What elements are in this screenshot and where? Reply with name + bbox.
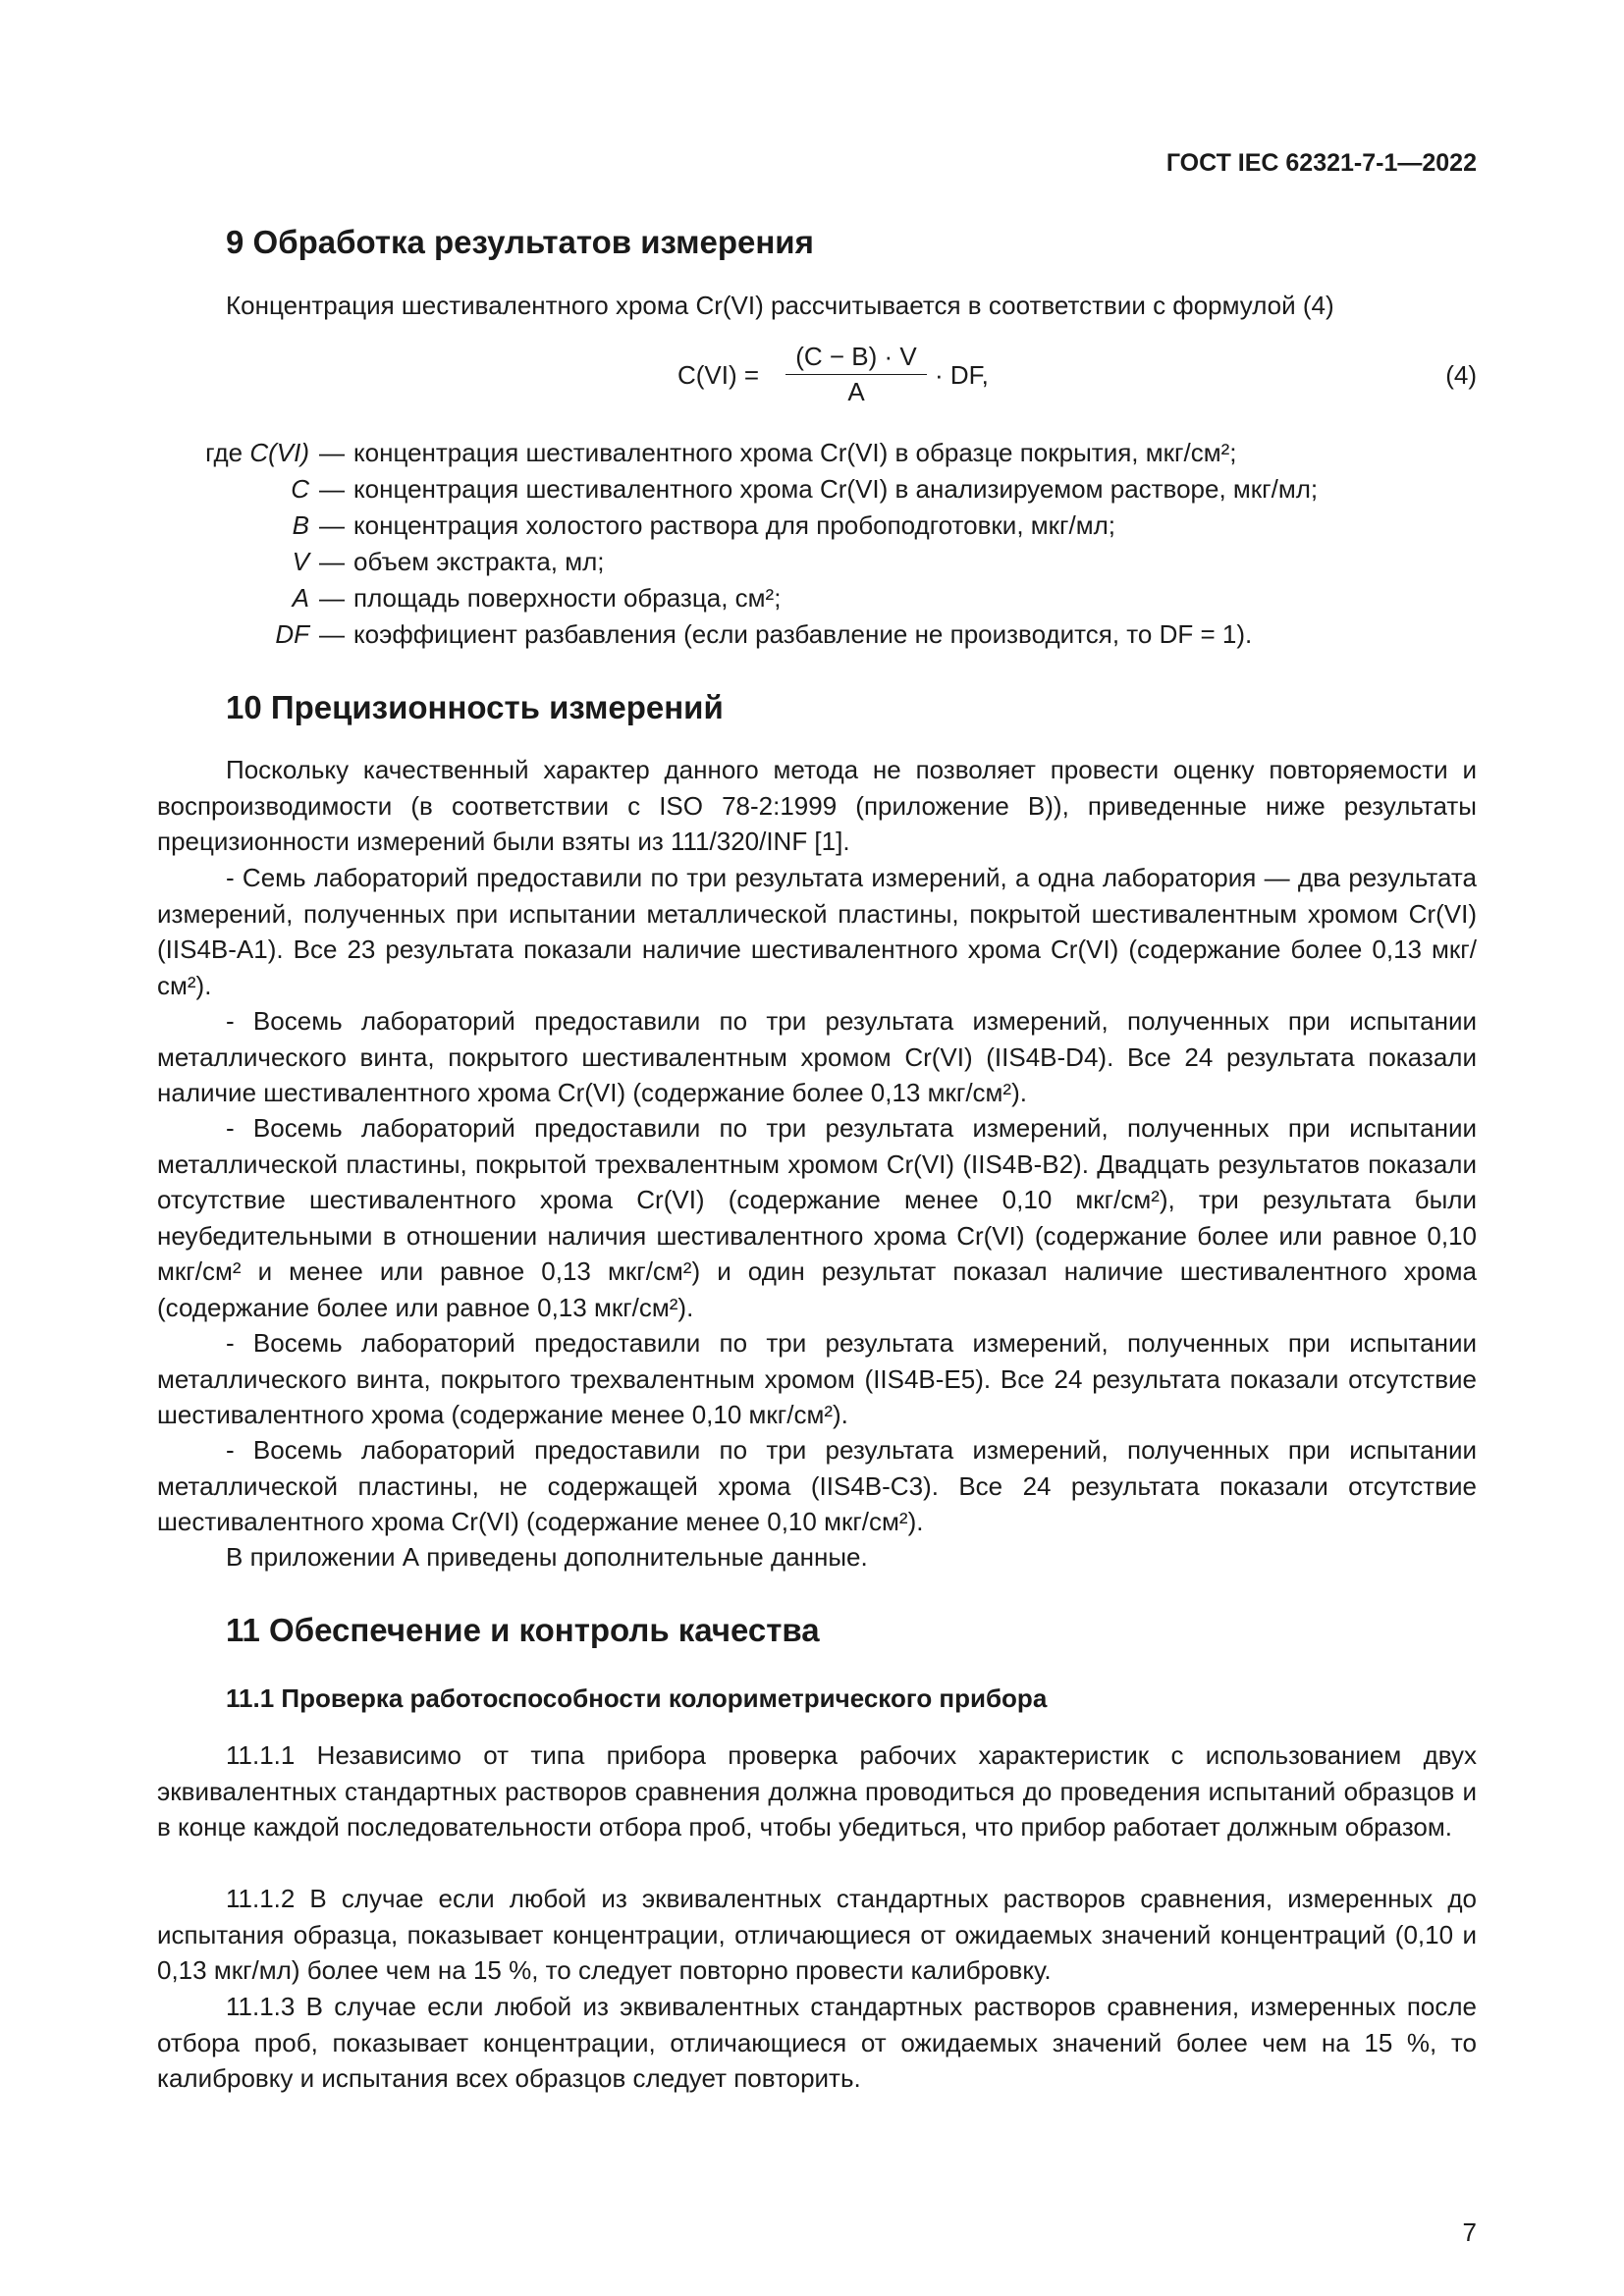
section-11-paragraph xyxy=(157,1737,1477,1845)
definition-symbol xyxy=(157,435,309,471)
em-dash: — xyxy=(319,438,345,467)
paragraph-text: - Восемь лабораторий предоставили по три результата измерений, полученных при испытании металлического винта, покрытого шестивалентным хромом Cr(VI) (IIS4B-D4). Все 24 результата показали наличие шестивалентного хрома Cr(VI) (содержание более 0,13 мкг/см²). xyxy=(157,1006,1477,1107)
section-10-paragraph xyxy=(157,1003,1477,1111)
definition-text: коэффициент разбавления (если разбавление не производится, то DF = 1). xyxy=(353,619,1253,649)
paragraph-text: Поскольку качественный характер данного метода не позволяет провести оценку повторяемости и воспроизводимости (в соответствии с ISO 78-2:1999 (приложение В)), приведенные ниже результаты прецизионности измерений были взяты из 111/320/INF [1]. xyxy=(157,755,1477,856)
section-10-paragraph xyxy=(157,1325,1477,1433)
formula-denominator: A xyxy=(847,377,865,406)
em-dash: — xyxy=(319,547,345,576)
section-10-paragraph xyxy=(157,1110,1477,1325)
section-11-paragraph xyxy=(157,1881,1477,1989)
definition-symbol: A xyxy=(292,583,309,613)
em-dash: — xyxy=(319,510,345,540)
paragraph-text: 11.1.1 Независимо от типа прибора проверка рабочих характеристик с использованием двух эквивалентных стандартных растворов сравнения должна проводиться до проведения испытаний образцов и в конце каждой последовательности отбора проб, чтобы убедиться, что прибор работает должным образом. xyxy=(157,1740,1477,1842)
section-10-paragraph xyxy=(157,752,1477,860)
section-10-heading: 10 Прецизионность измерений xyxy=(226,689,724,725)
definition-symbol: V xyxy=(292,547,309,576)
paragraph-text: 11.1.2 В случае если любой из эквивалентных стандартных растворов сравнения, измеренных до испытания образца, показывает концентрации, отличающиеся от ожидаемых значений концентраций (0,10 и 0,13 мкг/мл) более чем на 15 %, то следует повторно провести калибровку. xyxy=(157,1884,1477,1985)
paragraph-text: - Семь лабораторий предоставили по три результата измерений, а одна лаборатория — два результата измерений, полученных при испытании металлической пластины, покрытой шестивалентным хромом Cr(VI) (IIS4B-A1). Все 23 результата показали наличие шестивалентного хрома Cr(VI) (содержание более 0,13 мкг/см²). xyxy=(157,863,1477,1000)
paragraph-text: В приложении А приведены дополнительные данные. xyxy=(226,1542,868,1572)
formula-lhs: C(VI) = xyxy=(677,360,760,390)
section-10-paragraph xyxy=(157,860,1477,1003)
formula-fraction xyxy=(778,339,935,408)
definition-symbol: DF xyxy=(275,619,309,649)
paragraph-text: 11.1.3 В случае если любой из эквивалентных стандартных растворов сравнения, измеренных после отбора проб, показывает концентрации, отличающиеся от ожидаемых значений более чем на 15 %, то калибровку и испытания всех образцов следует повторить. xyxy=(157,1992,1477,2093)
em-dash: — xyxy=(319,583,345,613)
section-10-paragraph xyxy=(157,1432,1477,1540)
definition-text: концентрация шестивалентного хрома Cr(VI) в образце покрытия, мкг/см²; xyxy=(353,438,1237,467)
section-11-heading: 11 Обеспечение и контроль качества xyxy=(226,1612,820,1648)
section-11-paragraph xyxy=(157,1989,1477,2097)
paragraph-text: - Восемь лабораторий предоставили по три результата измерений, полученных при испытании металлической пластины, покрытой трехвалентным хромом Cr(VI) (IIS4B-B2). Двадцать результатов показали отсутствие шестивалентного хрома Cr(VI) (содержание менее 0,10 мкг/см²), три результата были неубедительными в отношении наличия шестивалентного хрома Cr(VI) (содержание более или равное 0,10 мкг/см² и менее или равное 0,13 мкг/см²) и один результат показал наличие шестивалентного хрома (содержание более или равное 0,13 мкг/см²). xyxy=(157,1113,1477,1322)
paragraph-text: - Восемь лабораторий предоставили по три результата измерений, полученных при испытании металлического винта, покрытого трехвалентным хромом (IIS4B-E5). Все 24 результата показали отсутствие шестивалентного хрома (содержание менее 0,10 мкг/см²). xyxy=(157,1328,1477,1429)
definition-text: концентрация шестивалентного хрома Cr(VI) в анализируемом растворе, мкг/мл; xyxy=(353,474,1319,504)
section-10-paragraph xyxy=(157,1539,1477,1575)
formula-rhs: · DF, xyxy=(935,360,989,390)
definition-text: концентрация холостого раствора для пробоподготовки, мкг/мл; xyxy=(353,510,1115,540)
section-9-intro: Концентрация шестивалентного хрома Cr(VI) рассчитывается в соответствии с формулой (4) xyxy=(226,291,1334,320)
formula-4 xyxy=(677,339,1031,417)
subsection-11-1-heading: 11.1 Проверка работоспособности колориметрического прибора xyxy=(226,1683,1048,1713)
em-dash: — xyxy=(319,474,345,504)
em-dash: — xyxy=(319,619,345,649)
definition-text: площадь поверхности образца, см²; xyxy=(353,583,782,613)
paragraph-text: - Восемь лабораторий предоставили по три результата измерений, полученных при испытании металлической пластины, не содержащей хрома (IIS4B-C3). Все 24 результата показали отсутствие шестивалентного хрома Cr(VI) (содержание менее 0,10 мкг/см²). xyxy=(157,1435,1477,1536)
symbol-cvi: C(VI) xyxy=(249,438,309,467)
document-header: ГОСТ IEC 62321-7-1—2022 xyxy=(1165,149,1477,177)
section-9-heading: 9 Обработка результатов измерения xyxy=(226,224,814,260)
page-number: 7 xyxy=(1462,2217,1477,2247)
formula-numerator: (C − B) · V xyxy=(795,342,917,371)
definition-symbol: C xyxy=(291,474,309,504)
where-word: где xyxy=(205,438,244,467)
definition-text: объем экстракта, мл; xyxy=(353,547,605,576)
formula-number: (4) xyxy=(1445,360,1477,390)
definition-symbol: B xyxy=(292,510,309,540)
